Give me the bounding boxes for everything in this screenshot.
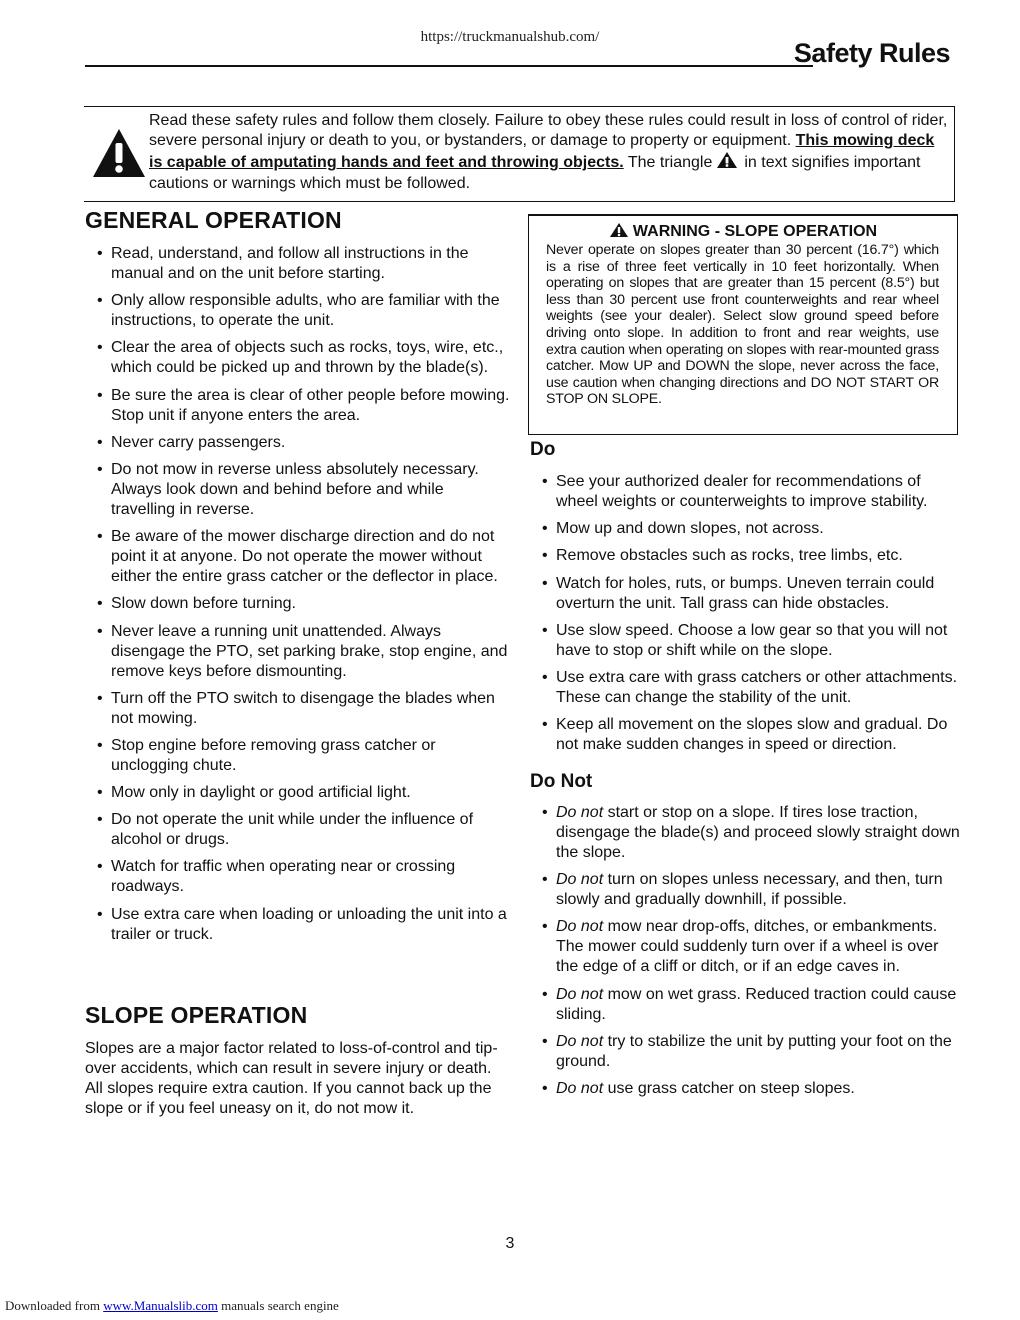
do-not-text: start or stop on a slope. If tires lose traction, disengage the blade(s) and proceed slowly straight down the slope. [556,804,960,861]
list-item: • Watch for traffic when operating near or crossing roadways. [85,857,510,897]
list-item: • Slow down before turning. [85,594,510,614]
list-item [530,1032,960,1072]
slope-warning-title [528,222,958,241]
slope-operation-text: Slopes are a major factor related to loss-of-control and tip-over accidents, which can result in severe injury or death. All slopes require extra caution. If you cannot back up the slope or if you feel uneasy on it, do not mow it. [85,1040,498,1117]
footer-prefix: Downloaded from [5,1298,104,1313]
page-number: 3 [505,1235,515,1252]
list-item [530,803,960,863]
do-not-section [530,771,960,1106]
list-item: • Only allow responsible adults, who are familiar with the instructions, to operate the unit. [85,291,510,331]
slope-warning-text: Never operate on slopes greater than 30 percent (16.7°) which is a rise of three feet vertically in 10 feet horizontally. When operating on slopes that are greater than 15 percent (8.5°) but less than 30 percent use front counterweights and rear wheel weights (see your dealer). Select slow ground speed before driving onto slope. In addition to front and rear weights, use extra caution when operating on slopes with rear-mounted grass catcher. Mow UP and DOWN the slope, never across the face, use caution when changing directions and DO NOT START OR STOP ON SLOPE. [546,242,939,408]
list-item [530,985,960,1025]
list-item: • Do not mow in reverse unless absolutely necessary. Always look down and behind before and while travelling in reverse. [85,460,510,520]
list-item: • Never carry passengers. [85,433,510,453]
list-item: • See your authorized dealer for recommendations of wheel weights or counterweights to improve stability. [530,472,960,512]
do-list [530,472,960,755]
inline-warning-triangle-icon [716,151,738,169]
list-item: • Do not operate the unit while under the influence of alcohol or drugs. [85,810,510,850]
list-item [530,917,960,977]
do-not-text: mow on wet grass. Reduced traction could cause sliding. [556,985,957,1023]
list-item: • Be aware of the mower discharge direction and do not point it at anyone. Do not operate the mower without either the entire grass catcher or the deflector in place. [85,527,510,587]
page-title: Safety Rules [793,38,950,68]
list-item: • Be sure the area is clear of other people before mowing. Stop unit if anyone enters the area. [85,386,510,426]
do-not-prefix: Do not [556,871,604,889]
do-not-text: try to stabilize the unit by putting your foot on the ground. [556,1032,952,1070]
do-not-prefix: Do not [556,804,604,821]
intro-warning-underlined: This mowing deck is capable of amputating hands and feet and throwing objects. [149,132,935,172]
do-not-prefix: Do not [556,1032,604,1050]
list-item: • Never leave a running unit unattended. Always disengage the PTO, set parking brake, stop engine, and remove keys before dismounting. [85,622,510,682]
list-item: • Remove obstacles such as rocks, tree limbs, etc. [530,546,960,566]
intro-text-part: in text signifies important cautions or warnings which must be followed. [149,154,921,192]
do-not-prefix: Do not [556,985,604,1003]
list-item: • Read, understand, and follow all instructions in the manual and on the unit before starting. [85,244,510,284]
list-item [530,1079,960,1099]
list-item: • Clear the area of objects such as rocks, toys, wire, etc., which could be picked up and thrown by the blade(s). [85,338,510,378]
do-not-text: mow near drop-offs, ditches, or embankments. The mower could suddenly turn over if a wheel is over the edge of a cliff or ditch, or if an edge caves in. [556,918,939,976]
general-operation-list [85,244,510,945]
do-not-text: use grass catcher on steep slopes. [603,1079,855,1097]
do-section [530,439,960,762]
do-heading: Do [530,439,556,460]
list-item: • Turn off the PTO switch to disengage the blades when not mowing. [85,689,510,729]
warning-triangle-icon [91,127,147,179]
footer-suffix: manuals search engine [217,1298,339,1313]
source-url: https://truckmanualshub.com/ [420,29,600,45]
list-item: • Watch for holes, ruts, or bumps. Uneven terrain could overturn the unit. Tall grass can hide obstacles. [530,574,960,614]
general-operation-heading: GENERAL OPERATION [85,207,342,233]
list-item: • Mow only in daylight or good artificial light. [85,783,510,803]
manualslib-link[interactable]: www.Manualslib.com [103,1298,218,1313]
intro-text-part: The triangle [623,154,713,172]
do-not-list [530,803,960,1099]
list-item: • Use extra care when loading or unloading the unit into a trailer or truck. [85,905,510,945]
list-item: • Stop engine before removing grass catcher or unclogging chute. [85,736,510,776]
header-rule [85,65,813,67]
general-operation-section [85,207,510,952]
slope-operation-section [85,1002,510,1119]
list-item: • Use extra care with grass catchers or other attachments. These can change the stability of the unit. [530,668,960,708]
warning-triangle-icon [609,222,629,238]
intro-text [149,111,949,194]
intro-text-part: Read these safety rules and follow them closely. Failure to obey these rules could result in loss of control of rider, severe personal injury or death to you, or bystanders, or damage to property or equipment. [149,112,948,150]
list-item [530,870,960,910]
list-item: • Mow up and down slopes, not across. [530,519,960,539]
do-not-prefix: Do not [556,918,604,936]
download-footer [5,1298,339,1314]
slope-warning-title-text: WARNING - SLOPE OPERATION [632,223,878,240]
do-not-heading: Do Not [530,771,593,792]
do-not-prefix: Do not [556,1079,604,1097]
list-item: • Keep all movement on the slopes slow and gradual. Do not make sudden changes in speed or direction. [530,715,960,755]
slope-operation-heading: SLOPE OPERATION [85,1002,308,1028]
do-not-text: turn on slopes unless necessary, and then, turn slowly and gradually downhill, if possible. [556,871,943,909]
list-item: • Use slow speed. Choose a low gear so that you will not have to stop or shift while on the slope. [530,621,960,661]
